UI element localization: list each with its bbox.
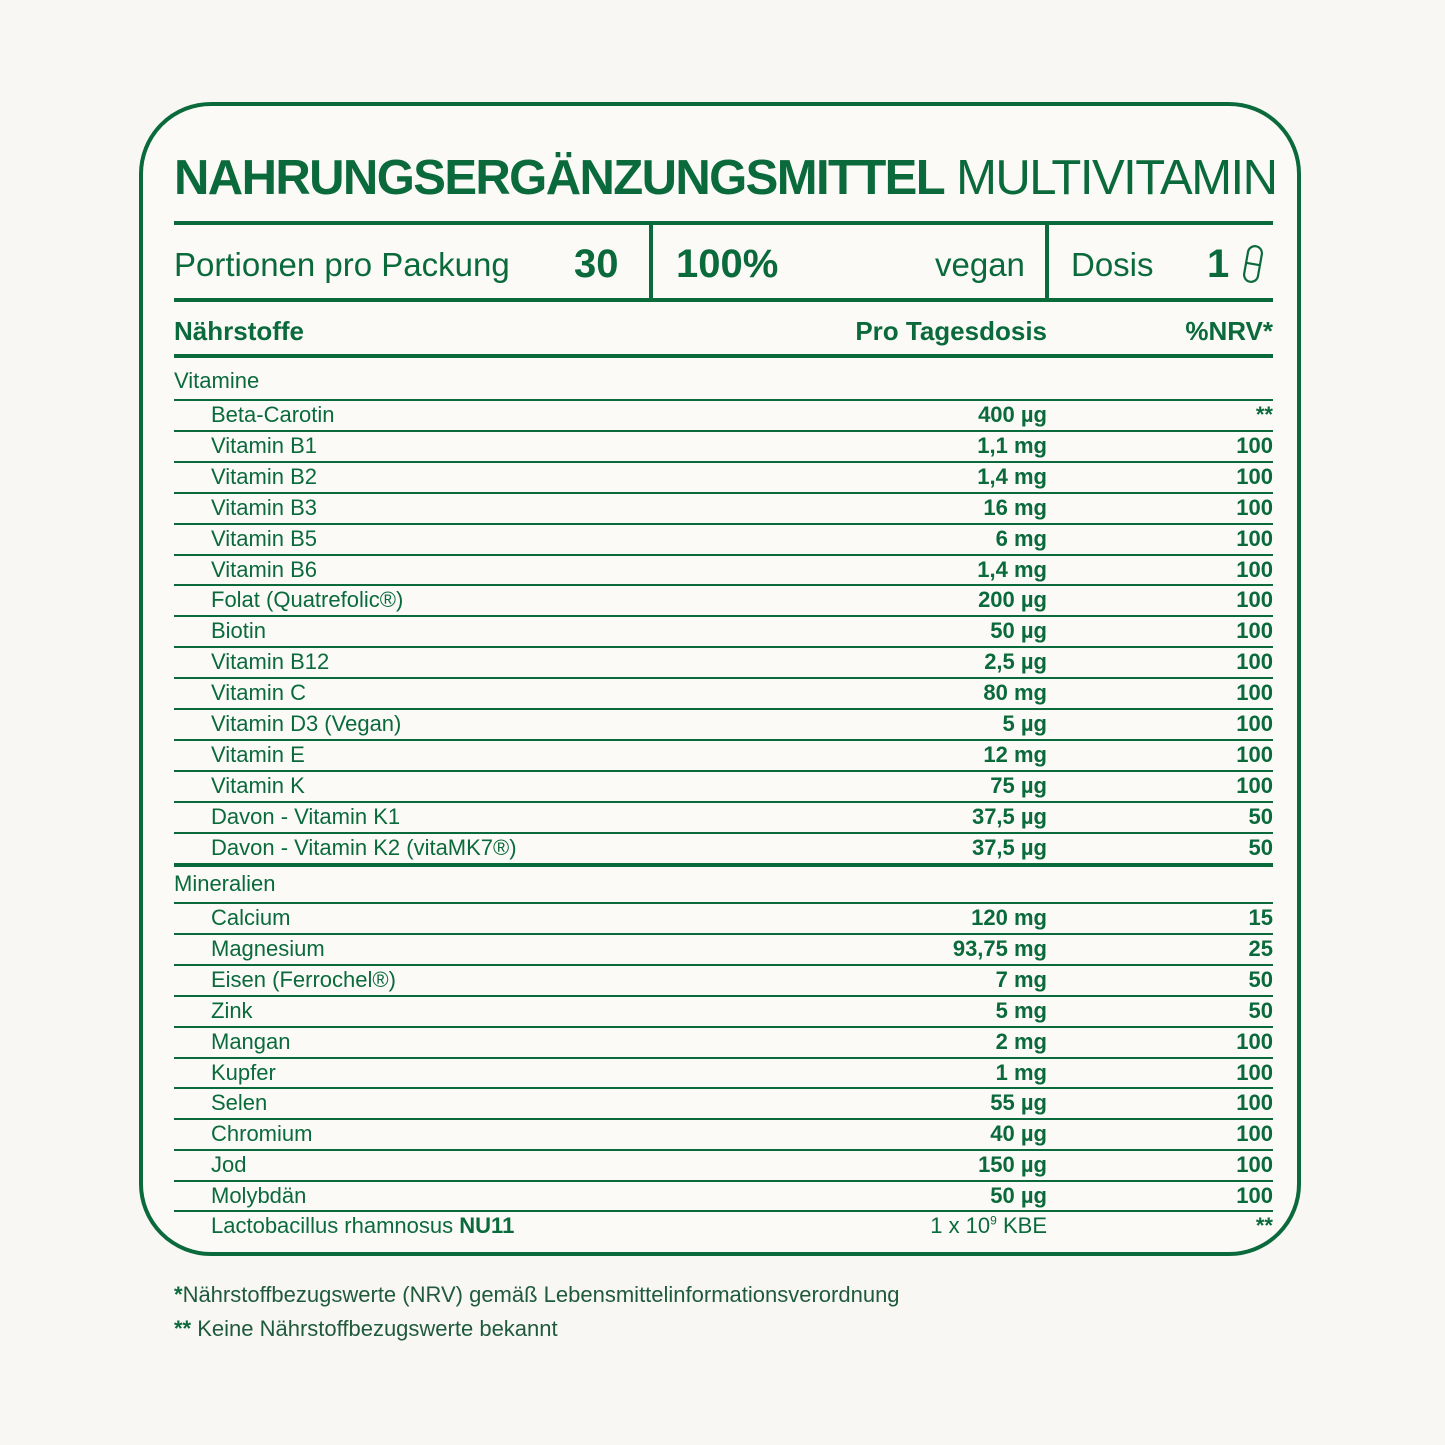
row-divider <box>174 832 1273 834</box>
divider-vertical-2 <box>1045 223 1049 301</box>
row-divider <box>174 1210 1273 1212</box>
portions-value: 30 <box>574 242 619 286</box>
table-row <box>174 1149 1273 1180</box>
table-row <box>174 995 1273 1026</box>
nutrient-nrv: 50 <box>1248 834 1273 860</box>
probiotic-name: Lactobacillus rhamnosus <box>211 1213 454 1238</box>
nutrient-amount: 12 mg <box>983 741 1047 767</box>
table-row <box>174 832 1273 863</box>
nutrient-amount: 1,4 mg <box>977 463 1047 489</box>
table-row <box>174 677 1273 708</box>
nutrient-name: Vitamin B6 <box>211 556 317 582</box>
title-bold: NAHRUNGSERGÄNZUNGSMITTEL <box>174 151 945 205</box>
row-divider <box>174 554 1273 556</box>
probiotic-amount-exponent: 9 <box>990 1213 997 1228</box>
nutrient-name: Chromium <box>211 1121 313 1147</box>
footnote-nrv-marker: * <box>174 1282 183 1307</box>
dose-label: Dosis <box>1071 246 1154 283</box>
footnote-unknown-text: Keine Nährstoffbezugswerte bekannt <box>191 1316 558 1341</box>
nutrient-nrv: 100 <box>1236 741 1273 767</box>
nutrient-name: Vitamin C <box>211 680 306 706</box>
row-divider <box>174 995 1273 997</box>
nutrient-name: Vitamin B5 <box>211 525 317 551</box>
row-divider <box>174 646 1273 648</box>
table-row <box>174 1118 1273 1149</box>
nutrient-name: Kupfer <box>211 1059 276 1085</box>
nutrient-nrv: 100 <box>1236 1059 1273 1085</box>
divider-header <box>174 354 1273 358</box>
table-row <box>174 770 1273 801</box>
nutrient-nrv: 100 <box>1236 772 1273 798</box>
nutrient-name: Vitamin B12 <box>211 649 330 675</box>
vegan-label: vegan <box>935 246 1025 283</box>
row-divider <box>174 1118 1273 1120</box>
nutrient-name: Zink <box>211 997 253 1023</box>
nutrient-name: Molybdän <box>211 1183 307 1209</box>
row-divider <box>174 492 1273 494</box>
row-divider <box>174 739 1273 741</box>
product-title <box>174 150 1277 210</box>
nutrient-amount: 80 mg <box>983 680 1047 706</box>
row-divider <box>174 461 1273 463</box>
header-nutrients: Nährstoffe <box>174 316 305 346</box>
nutrient-amount: 7 mg <box>995 966 1047 992</box>
row-divider <box>174 801 1273 803</box>
nutrient-name <box>211 1213 514 1239</box>
nutrient-nrv: 50 <box>1248 997 1273 1023</box>
footnote-unknown <box>174 1316 558 1342</box>
row-divider <box>174 1180 1273 1182</box>
table-row <box>174 615 1273 646</box>
portions-label: Portionen pro Packung <box>174 246 510 283</box>
nutrient-name: Biotin <box>211 618 267 644</box>
nutrient-name: Vitamin E <box>211 741 305 767</box>
table-row <box>174 739 1273 770</box>
row-divider <box>174 1057 1273 1059</box>
header-per-dose: Pro Tagesdosis <box>855 316 1047 346</box>
nutrient-nrv: 100 <box>1236 649 1273 675</box>
nutrient-amount: 400 µg <box>978 402 1047 427</box>
nutrient-nrv: 100 <box>1236 463 1273 489</box>
table-row <box>174 523 1273 554</box>
table-row <box>174 708 1273 739</box>
row-divider <box>174 964 1273 966</box>
nutrient-amount: 93,75 mg <box>952 935 1047 961</box>
row-divider <box>174 770 1273 772</box>
nutrient-name: Calcium <box>211 905 291 930</box>
nutrient-nrv: 50 <box>1248 803 1273 829</box>
table-row <box>174 554 1273 585</box>
table-row <box>174 933 1273 964</box>
nutrient-nrv: 50 <box>1248 966 1273 992</box>
nutrient-nrv: 100 <box>1236 1090 1273 1116</box>
nutrient-amount: 40 µg <box>990 1121 1047 1147</box>
divider-vertical-1 <box>649 223 653 301</box>
table-row <box>174 1087 1273 1118</box>
row-divider <box>174 902 1273 904</box>
footnote-nrv-text: Nährstoffbezugswerte (NRV) gemäß Lebensmittelinformationsverordnung <box>182 1282 900 1307</box>
table-row <box>174 461 1273 492</box>
divider-top <box>174 221 1273 225</box>
table-row <box>174 492 1273 523</box>
table-row <box>174 584 1273 615</box>
table-row <box>174 1057 1273 1088</box>
nutrient-amount: 6 mg <box>995 525 1047 551</box>
nutrient-amount: 2 mg <box>995 1028 1047 1054</box>
nutrient-name: Beta-Carotin <box>211 402 335 427</box>
vegan-value: 100% <box>676 242 779 286</box>
nutrient-name: Jod <box>211 1152 247 1178</box>
row-divider <box>174 677 1273 679</box>
nutrient-amount: 55 µg <box>990 1090 1047 1116</box>
dose-value: 1 <box>1207 242 1230 286</box>
nutrient-nrv: 100 <box>1236 618 1273 644</box>
nutrient-amount: 200 µg <box>978 587 1047 613</box>
nutrient-amount: 50 µg <box>990 618 1047 644</box>
row-divider <box>174 523 1273 525</box>
section-minerals-title: Mineralien <box>174 871 276 896</box>
nutrient-amount: 1,4 mg <box>977 556 1047 582</box>
nutrient-amount: 37,5 µg <box>971 803 1047 829</box>
table-row <box>174 801 1273 832</box>
row-divider <box>174 1087 1273 1089</box>
nutrient-name: Mangan <box>211 1028 291 1054</box>
nutrient-nrv: 100 <box>1236 1028 1273 1054</box>
table-row-probiotic <box>174 1210 1273 1241</box>
nutrient-amount: 50 µg <box>990 1183 1047 1209</box>
probiotic-amount-unit: KBE <box>1002 1213 1047 1238</box>
probiotic-amount-base: 1 x 10 <box>930 1213 991 1238</box>
row-divider <box>174 584 1273 586</box>
section-vitamins-title: Vitamine <box>174 368 260 393</box>
nutrient-nrv: 100 <box>1236 680 1273 706</box>
nutrient-name: Vitamin D3 (Vegan) <box>211 711 402 736</box>
capsule-icon <box>1240 244 1266 289</box>
nutrient-amount: 120 mg <box>971 905 1047 930</box>
nutrient-nrv: 15 <box>1248 905 1273 930</box>
probiotic-strain: NU11 <box>459 1213 515 1238</box>
row-divider <box>174 1149 1273 1151</box>
table-row <box>174 902 1273 933</box>
nutrient-nrv: 100 <box>1236 587 1273 613</box>
nutrient-nrv: 100 <box>1236 711 1273 736</box>
nutrient-name: Vitamin B1 <box>211 432 317 458</box>
nutrient-nrv: 25 <box>1248 935 1273 961</box>
nutrient-nrv: 100 <box>1236 1121 1273 1147</box>
nutrient-name: Vitamin K <box>211 772 305 798</box>
nutrient-amount: 150 µg <box>978 1152 1047 1178</box>
table-row <box>174 646 1273 677</box>
nutrient-amount: 5 µg <box>1002 711 1047 736</box>
header-nrv: %NRV* <box>1185 316 1273 346</box>
row-divider <box>174 933 1273 935</box>
nutrient-nrv: ** <box>1255 1213 1273 1238</box>
divider-stats <box>174 298 1273 302</box>
table-row <box>174 399 1273 430</box>
nutrient-name: Vitamin B3 <box>211 494 317 520</box>
nutrient-amount: 37,5 µg <box>971 834 1047 860</box>
table-row <box>174 1180 1273 1211</box>
nutrient-name: Magnesium <box>211 935 325 961</box>
nutrient-amount: 1 mg <box>995 1059 1047 1085</box>
nutrient-amount: 1,1 mg <box>977 432 1047 458</box>
nutrient-amount: 75 µg <box>990 772 1047 798</box>
table-row <box>174 430 1273 461</box>
nutrient-name: Davon - Vitamin K2 (vitaMK7®) <box>211 834 517 860</box>
row-divider <box>174 1026 1273 1028</box>
nutrient-nrv: ** <box>1255 402 1273 427</box>
title-light: MULTIVITAMIN <box>956 151 1277 205</box>
nutrient-amount: 2,5 µg <box>984 649 1047 675</box>
divider-minerals <box>174 863 1273 867</box>
nutrient-name: Selen <box>211 1090 268 1116</box>
nutrient-name: Vitamin B2 <box>211 463 317 489</box>
table-row <box>174 964 1273 995</box>
row-divider <box>174 430 1273 432</box>
nutrient-amount: 16 mg <box>983 494 1047 520</box>
row-divider <box>174 399 1273 401</box>
row-divider <box>174 615 1273 617</box>
nutrient-name: Folat (Quatrefolic®) <box>211 587 404 613</box>
nutrient-amount: 5 mg <box>995 997 1047 1023</box>
nutrient-nrv: 100 <box>1236 1152 1273 1178</box>
nutrient-amount <box>930 1213 1047 1239</box>
row-divider <box>174 708 1273 710</box>
footnote-unknown-marker: ** <box>174 1316 192 1341</box>
nutrient-nrv: 100 <box>1236 494 1273 520</box>
nutrient-nrv: 100 <box>1236 1183 1273 1209</box>
nutrient-name: Eisen (Ferrochel®) <box>211 966 396 992</box>
nutrient-name: Davon - Vitamin K1 <box>211 803 401 829</box>
table-row <box>174 1026 1273 1057</box>
nutrient-nrv: 100 <box>1236 525 1273 551</box>
footnote-nrv <box>174 1282 900 1308</box>
nutrient-nrv: 100 <box>1236 432 1273 458</box>
nutrient-nrv: 100 <box>1236 556 1273 582</box>
